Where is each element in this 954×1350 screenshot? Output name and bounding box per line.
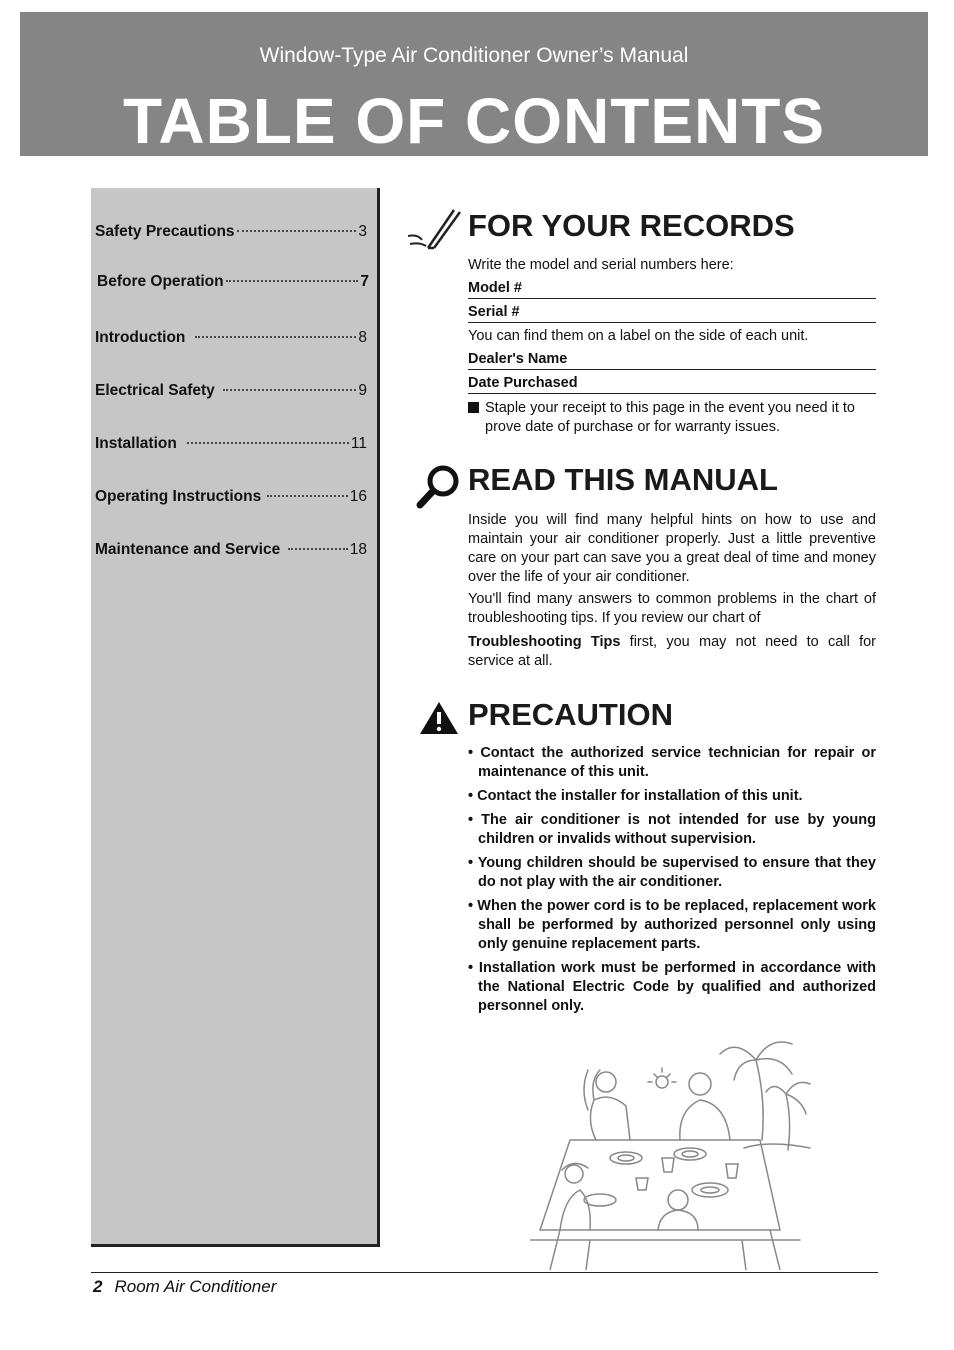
family-picnic-illustration	[530, 1030, 820, 1270]
date-purchased-field[interactable]: Date Purchased	[468, 375, 876, 394]
toc-item-introduction[interactable]: Introduction 8	[95, 329, 367, 346]
precaution-item: • Young children should be supervised to ensure that they do not play with the air conditioner.	[468, 855, 876, 890]
precaution-list	[468, 744, 876, 1021]
manual-heading: READ THIS MANUAL	[468, 462, 778, 497]
toc-item-operating-instructions[interactable]: Operating Instructions 16	[95, 488, 367, 505]
toc-item-safety-precautions[interactable]: Safety Precautions 3	[95, 223, 367, 240]
warning-icon	[418, 700, 460, 736]
precaution-item: • The air conditioner is not intended for use by young children or invalids without supervision.	[468, 812, 876, 847]
toc-item-before-operation[interactable]: Before Operation 7	[97, 273, 369, 290]
magnifier-icon	[414, 462, 462, 510]
label-note: You can find them on a label on the side of each unit.	[468, 328, 809, 344]
precaution-item: • Contact the installer for installation of this unit.	[468, 788, 803, 804]
manual-paragraph-3: Troubleshooting Tips first, you may not need to call for service at all.	[468, 634, 876, 669]
footer-divider	[91, 1272, 878, 1273]
page-footer	[93, 1277, 276, 1297]
pen-icon	[404, 206, 464, 254]
footer-text: Room Air Conditioner	[114, 1277, 277, 1296]
toc-item-electrical-safety[interactable]: Electrical Safety 9	[95, 382, 367, 399]
page-number: 2	[93, 1277, 103, 1296]
manual-paragraph-1: Inside you will find many helpful hints on how to use and maintain your air conditioner properly. Just a little preventive care on your part can save you a great deal of time and money over the life of your air conditioner.	[468, 512, 876, 585]
toc-item-maintenance-and-service[interactable]: Maintenance and Service 18	[95, 541, 367, 558]
dealer-name-field[interactable]: Dealer's Name	[468, 351, 876, 370]
square-bullet-icon	[468, 402, 479, 413]
toc-item-installation[interactable]: Installation 11	[95, 435, 367, 452]
header-banner	[20, 12, 928, 156]
manual-paragraph-2: You'll find many answers to common problems in the chart of troubleshooting tips. If you review our chart of	[468, 591, 876, 626]
serial-number-field[interactable]: Serial #	[468, 304, 876, 323]
staple-note: Staple your receipt to this page in the event you need it to prove date of purchase or for warranty issues.	[468, 399, 876, 437]
table-of-contents-panel	[91, 188, 380, 1247]
model-number-field[interactable]: Model #	[468, 280, 876, 299]
precaution-item: • When the power cord is to be replaced, replacement work shall be performed by authorized personnel only using only genuine replacement parts.	[468, 898, 876, 952]
precaution-item: • Installation work must be performed in accordance with the National Electric Code by qualified and authorized personnel only.	[468, 960, 876, 1014]
page-title: TABLE OF CONTENTS	[123, 85, 825, 157]
records-intro: Write the model and serial numbers here:	[468, 257, 734, 273]
records-heading: FOR YOUR RECORDS	[468, 208, 795, 243]
precaution-item: • Contact the authorized service technician for repair or maintenance of this unit.	[468, 745, 876, 780]
precaution-heading: PRECAUTION	[468, 697, 673, 732]
manual-subtitle: Window-Type Air Conditioner Owner’s Manual	[259, 44, 689, 67]
